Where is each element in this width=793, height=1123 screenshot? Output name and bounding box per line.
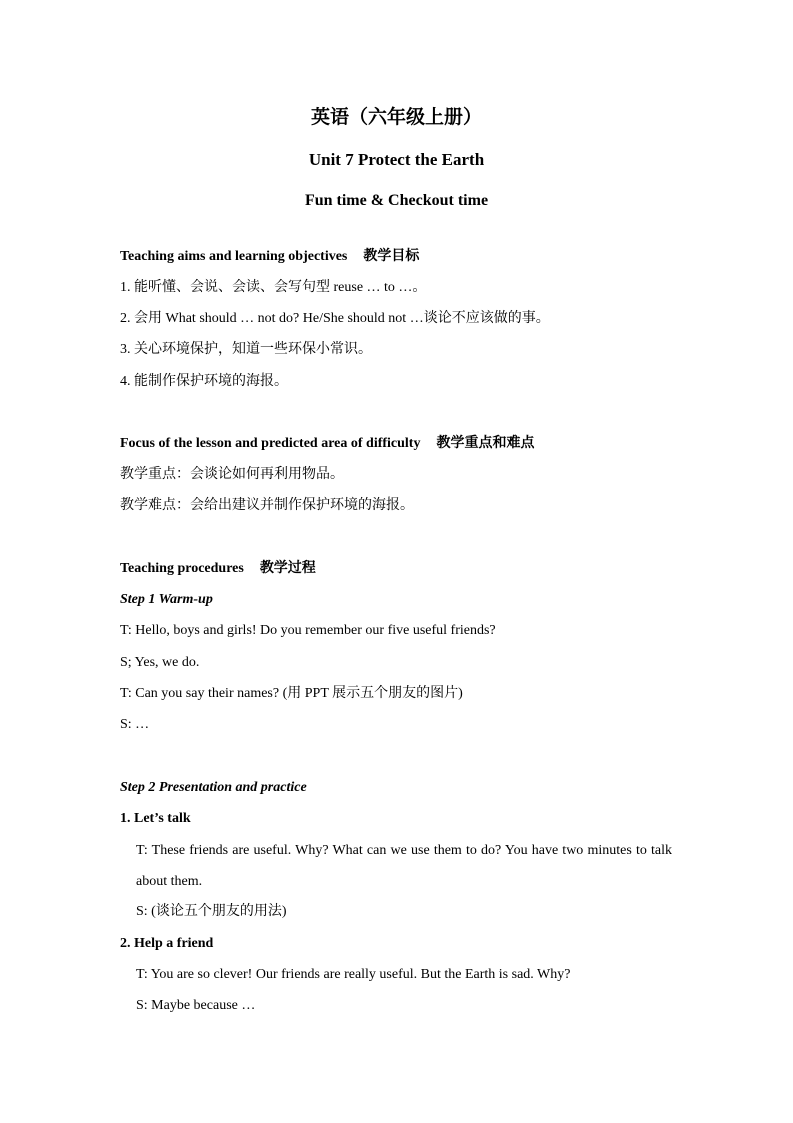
aims-item-4: 4. 能制作保护环境的海报。 <box>120 374 288 389</box>
focus-difficulty: 教学难点：会给出建议并制作保护环境的海报。 <box>120 498 414 513</box>
step2-part2-title: 2. Help a friend <box>120 936 214 951</box>
step2-part2-student: S: Maybe because … <box>136 998 256 1013</box>
step2-part1-student: S: (谈论五个朋友的用法) <box>136 904 287 919</box>
aims-item-3: 3. 关心环境保护，知道一些环保小常识。 <box>120 342 372 357</box>
step1-line-3: T: Can you say their names? (用 PPT 展示五个朋友的图片) <box>120 686 463 701</box>
focus-heading-cn: 教学重点和难点 <box>436 436 535 451</box>
focus-heading-en: Focus of the lesson and predicted area of difficulty <box>120 436 421 451</box>
unit-title: Unit 7 Protect the Earth <box>308 150 485 169</box>
step1-line-1: T: Hello, boys and girls! Do you remember our five useful friends? <box>120 623 496 638</box>
step2-part1-title: 1. Let’s talk <box>120 811 191 826</box>
aims-item-2: 2. 会用 What should … not do? He/She should not …谈论不应该做的事。 <box>120 311 550 326</box>
step1-line-4: S: … <box>120 717 150 732</box>
focus-heading <box>120 435 534 453</box>
procedures-heading-en: Teaching procedures <box>120 561 244 576</box>
aims-heading-cn: 教学目标 <box>363 249 420 264</box>
step1-title: Step 1 Warm-up <box>120 592 213 607</box>
lesson-subtitle: Fun time & Checkout time <box>304 192 489 209</box>
step2-title: Step 2 Presentation and practice <box>120 780 307 795</box>
focus-key-point: 教学重点：会谈论如何再利用物品。 <box>120 467 344 482</box>
aims-heading-en: Teaching aims and learning objectives <box>120 249 348 264</box>
procedures-heading-cn: 教学过程 <box>259 561 316 576</box>
procedures-heading <box>120 560 316 578</box>
step2-part1-teacher <box>136 835 672 897</box>
step2-part2-teacher: T: You are so clever! Our friends are really useful. But the Earth is sad. Why? <box>136 967 571 982</box>
step2-part1-teacher-text: T: These friends are useful. Why? What can we use them to do? You have two minutes to talk about them. <box>136 843 672 889</box>
aims-heading <box>120 248 419 266</box>
document-title: 英语（六年级上册） <box>310 107 482 128</box>
step1-line-2: S; Yes, we do. <box>120 655 200 670</box>
aims-item-1: 1. 能听懂、会说、会读、会写句型 reuse … to …。 <box>120 280 427 295</box>
